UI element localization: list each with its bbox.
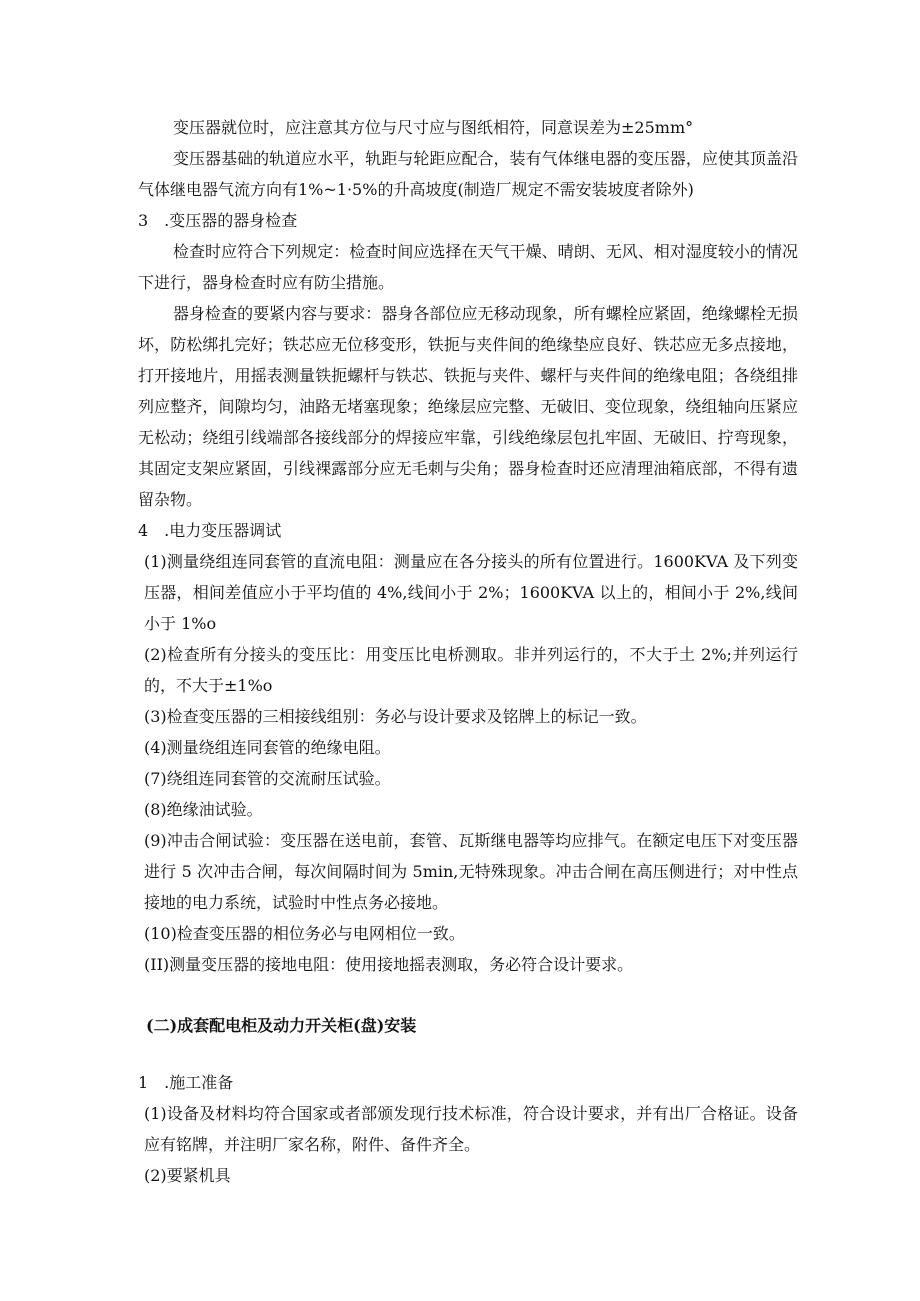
list-item: (1)设备及材料均符合国家或者部颁发现行技术标准，符合设计要求，并有出厂合格证。设备应有铭牌，并注明厂家名称，附件、备件齐全。 xyxy=(144,1104,798,1154)
paragraph-foundation-track: 变压器基础的轨道应水平，轨距与轮距应配合，装有气体继电器的变压器，应使其顶盖沿气体继电器气流方向有1%~1·5%的升高坡度(制造厂规定不需安装坡度者除外) xyxy=(138,149,798,199)
heading-construction-prep: 1 .施工准备 xyxy=(138,1073,234,1092)
document-page xyxy=(138,112,798,1191)
list-item: (7)绕组连同套管的交流耐压试验。 xyxy=(144,769,391,788)
list-item: (2)要紧机具 xyxy=(144,1166,231,1185)
paragraph-transformer-placement: 变压器就位时，应注意其方位与尺寸应与图纸相符，同意误差为±25mm° xyxy=(173,118,694,137)
list-item: (10)检查变压器的相位务必与电网相位一致。 xyxy=(144,924,465,943)
list-item: (9)冲击合闸试验：变压器在送电前，套管、瓦斯继电器等均应排气。在额定电压下对变压器进行 5 次冲击合闸，每次间隔时间为 5min,无特殊现象。冲击合闸在高压侧进行；对中性点接地的电力系统，试验时中性点务必接地。 xyxy=(144,831,798,912)
list-item: (2)检查所有分接头的变压比：用变压比电桥测取。非并列运行的，不大于土 2%;并列运行的，不大于±1%o xyxy=(144,645,798,695)
heading-body-inspection: 3 .变压器的器身检查 xyxy=(138,211,298,230)
section-title-switchgear: (二)成套配电柜及动力开关柜(盘)安装 xyxy=(146,1016,417,1035)
list-item: (8)绝缘油试验。 xyxy=(144,800,263,819)
paragraph-inspection-content: 器身检查的要紧内容与要求：器身各部位应无移动现象，所有螺栓应紧固，绝缘螺栓无损坏，防松绑扎完好；铁芯应无位移变形，铁扼与夹件间的绝缘垫应良好、铁芯应无多点接地，打开接地片，用摇表测量铁扼螺杆与铁芯、铁扼与夹件、螺杆与夹件间的绝缘电阻；各绕组排列应整齐，间隙均匀，油路无堵塞现象；绝缘层应完整、无破旧、变位现象，绕组轴向压紧应无松动；绕组引线端部各接线部分的焊接应牢靠，引线绝缘层包扎牢固、无破旧、拧弯现象，其固定支架应紧固，引线裸露部分应无毛刺与尖角；器身检查时还应清理油箱底部，不得有遗留杂物。 xyxy=(138,304,798,509)
paragraph-inspection-rules: 检查时应符合下列规定：检查时间应选择在天气干燥、晴朗、无风、相对湿度较小的情况下进行，器身检查时应有防尘措施。 xyxy=(138,242,798,292)
heading-transformer-testing: 4 .电力变压器调试 xyxy=(138,521,282,540)
list-item: (1)测量绕组连同套管的直流电阻：测量应在各分接头的所有位置进行。1600KVA 及下列变压器，相间差值应小于平均值的 4%,线间小于 2%；1600KVA 以上的，相间小于 2%,线间小于 1%o xyxy=(144,552,798,633)
list-item: (II)测量变压器的接地电阻：使用接地摇表测取，务必符合设计要求。 xyxy=(144,955,634,974)
list-item: (3)检查变压器的三相接线组别：务必与设计要求及铭牌上的标记一致。 xyxy=(144,707,647,726)
list-item: (4)测量绕组连同套管的绝缘电阻。 xyxy=(144,738,391,757)
